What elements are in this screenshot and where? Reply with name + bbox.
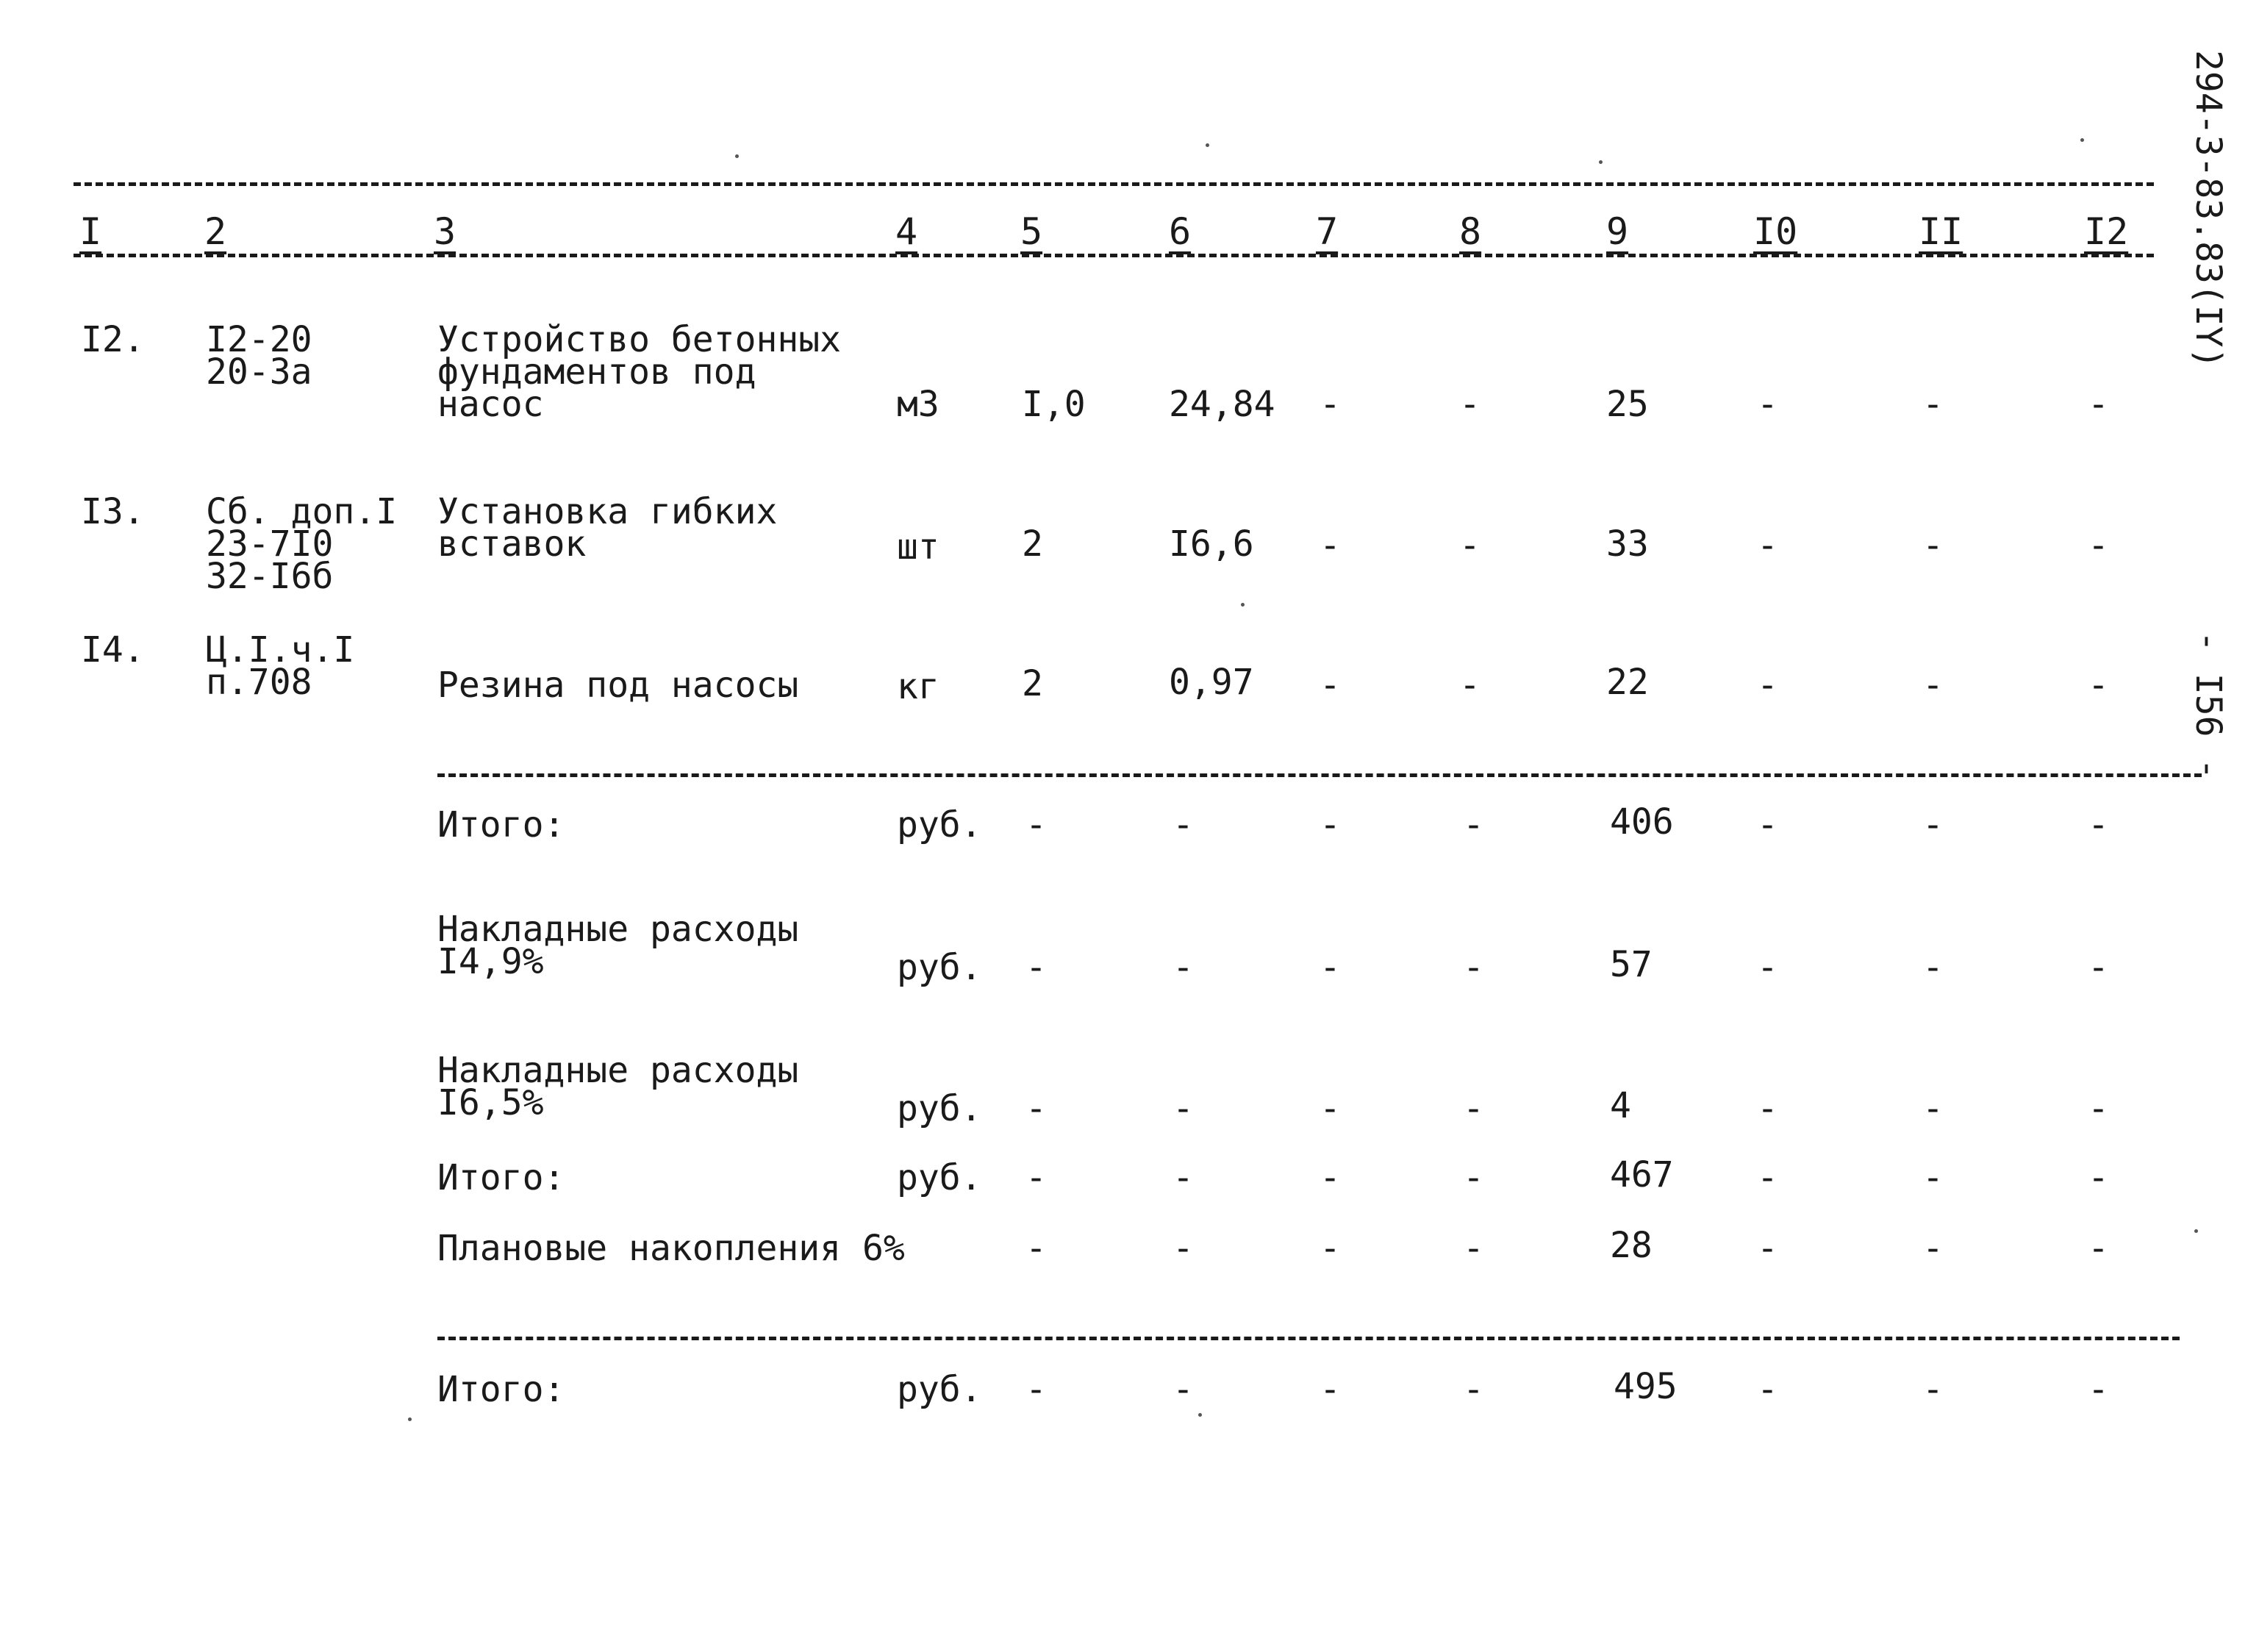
row-col8: -	[1459, 665, 1481, 706]
summary-unit: руб.	[897, 947, 982, 988]
summary-col5: -	[1025, 1088, 1047, 1129]
col-header-3: 3	[434, 210, 457, 253]
col-header-7: 7	[1316, 210, 1339, 253]
summary-col8: -	[1463, 1088, 1484, 1129]
scan-speck	[1241, 603, 1245, 607]
row-col11: -	[1922, 525, 1944, 566]
row-unit: шт	[897, 526, 939, 568]
summary-unit: руб.	[897, 1369, 982, 1410]
summary-col8: -	[1463, 1157, 1484, 1198]
col-header-10: I0	[1753, 210, 1798, 253]
summary-col10: -	[1757, 1369, 1778, 1410]
summary-col9: 57	[1610, 944, 1653, 985]
summary-col12: -	[2088, 1157, 2109, 1198]
summary-col9: 467	[1610, 1154, 1674, 1195]
summary-col8: -	[1463, 804, 1484, 845]
row-col9: 22	[1606, 662, 1649, 703]
row-col11: -	[1922, 665, 1944, 706]
row-number: I4.	[81, 629, 145, 671]
summary-col6: -	[1173, 1088, 1194, 1129]
summary-unit: руб.	[897, 1088, 982, 1129]
summary-col9: 495	[1614, 1366, 1678, 1407]
summary-col12: -	[2088, 804, 2109, 845]
top-rule	[74, 182, 2154, 186]
summary-col7: -	[1320, 1157, 1341, 1198]
row-unit: м3	[897, 384, 939, 425]
row-col7: -	[1320, 384, 1341, 425]
col-header-9: 9	[1606, 210, 1629, 253]
col-header-5: 5	[1020, 210, 1043, 253]
subtotal-rule	[437, 773, 2202, 777]
row-col12: -	[2088, 525, 2109, 566]
summary-col8: -	[1463, 1369, 1484, 1410]
scan-speck	[1198, 1413, 1202, 1417]
summary-col11: -	[1922, 947, 1944, 988]
summary-label: Накладные расходы I6,5%	[437, 1050, 799, 1123]
row-col10: -	[1757, 665, 1778, 706]
summary-label: Накладные расходы I4,9%	[437, 909, 799, 982]
col-header-11: II	[1919, 210, 1963, 253]
summary-label: Итого:	[437, 804, 565, 845]
scan-speck	[735, 154, 739, 158]
row-col12: -	[2088, 665, 2109, 706]
summary-col7: -	[1320, 1369, 1341, 1410]
row-col12: -	[2088, 384, 2109, 425]
row-reference: Ц.I.ч.I п.708	[206, 629, 355, 703]
summary-col5: -	[1025, 804, 1047, 845]
row-description: Установка гибких вставок	[437, 491, 778, 565]
row-reference: I2-20 20-3a	[206, 319, 312, 393]
summary-col5: -	[1025, 947, 1047, 988]
col-header-8: 8	[1459, 210, 1482, 253]
row-col8: -	[1459, 525, 1481, 566]
summary-col12: -	[2088, 947, 2109, 988]
summary-col8: -	[1463, 947, 1484, 988]
summary-label: Итого:	[437, 1157, 565, 1198]
row-number: I2.	[81, 319, 145, 360]
summary-col9: 28	[1610, 1225, 1653, 1266]
row-col5: 2	[1022, 523, 1043, 565]
summary-col5: -	[1025, 1228, 1047, 1269]
summary-col7: -	[1320, 947, 1341, 988]
row-description: Резина под насосы	[437, 665, 799, 706]
row-col9: 25	[1606, 384, 1649, 425]
summary-col11: -	[1922, 1157, 1944, 1198]
row-number: I3.	[81, 491, 145, 532]
row-reference: Сб. доп.I 23-7I0 32-I6б	[206, 491, 398, 597]
summary-col6: -	[1173, 1369, 1194, 1410]
summary-col6: -	[1173, 1157, 1194, 1198]
summary-col12: -	[2088, 1369, 2109, 1410]
col-header-4: 4	[895, 210, 918, 253]
total-rule	[437, 1337, 2180, 1340]
row-col10: -	[1757, 384, 1778, 425]
summary-unit: руб.	[897, 1157, 982, 1198]
summary-col10: -	[1757, 1228, 1778, 1269]
summary-col8: -	[1463, 1228, 1484, 1269]
row-col7: -	[1320, 525, 1341, 566]
summary-col10: -	[1757, 947, 1778, 988]
summary-col9: 4	[1610, 1085, 1631, 1126]
summary-col10: -	[1757, 804, 1778, 845]
col-header-2: 2	[204, 210, 227, 253]
row-col6: 0,97	[1169, 662, 1254, 703]
summary-col5: -	[1025, 1157, 1047, 1198]
scan-speck	[1206, 143, 1209, 147]
summary-label: Плановые накопления 6%	[437, 1228, 905, 1269]
summary-label: Итого:	[437, 1369, 565, 1410]
row-col5: I,0	[1022, 384, 1086, 425]
scan-speck	[1599, 160, 1603, 164]
header-rule	[74, 254, 2154, 257]
page-number: - I56 -	[2188, 631, 2229, 780]
summary-col6: -	[1173, 804, 1194, 845]
summary-col7: -	[1320, 804, 1341, 845]
summary-col7: -	[1320, 1088, 1341, 1129]
summary-col6: -	[1173, 1228, 1194, 1269]
summary-col6: -	[1173, 947, 1194, 988]
summary-col12: -	[2088, 1228, 2109, 1269]
scan-speck	[408, 1417, 412, 1421]
row-col6: I6,6	[1169, 523, 1254, 565]
row-description: Устройство бетонных фундаментов под насос	[437, 319, 842, 425]
col-header-1: I	[79, 210, 102, 253]
row-col6: 24,84	[1169, 384, 1275, 425]
summary-col7: -	[1320, 1228, 1341, 1269]
scan-speck	[2194, 1229, 2198, 1233]
row-col5: 2	[1022, 663, 1043, 704]
summary-col11: -	[1922, 804, 1944, 845]
row-col7: -	[1320, 665, 1341, 706]
summary-col10: -	[1757, 1088, 1778, 1129]
summary-col11: -	[1922, 1369, 1944, 1410]
summary-col12: -	[2088, 1088, 2109, 1129]
summary-col9: 406	[1610, 801, 1674, 843]
row-col10: -	[1757, 525, 1778, 566]
summary-col11: -	[1922, 1088, 1944, 1129]
row-col8: -	[1459, 384, 1481, 425]
col-header-12: I2	[2084, 210, 2129, 253]
row-col11: -	[1922, 384, 1944, 425]
document-code: 294-3-83.83(IY)	[2188, 50, 2229, 369]
col-header-6: 6	[1169, 210, 1192, 253]
summary-col5: -	[1025, 1369, 1047, 1410]
summary-col10: -	[1757, 1157, 1778, 1198]
scan-speck	[2080, 138, 2084, 142]
summary-col11: -	[1922, 1228, 1944, 1269]
row-col9: 33	[1606, 523, 1649, 565]
row-unit: кг	[897, 666, 939, 707]
summary-unit: руб.	[897, 804, 982, 845]
